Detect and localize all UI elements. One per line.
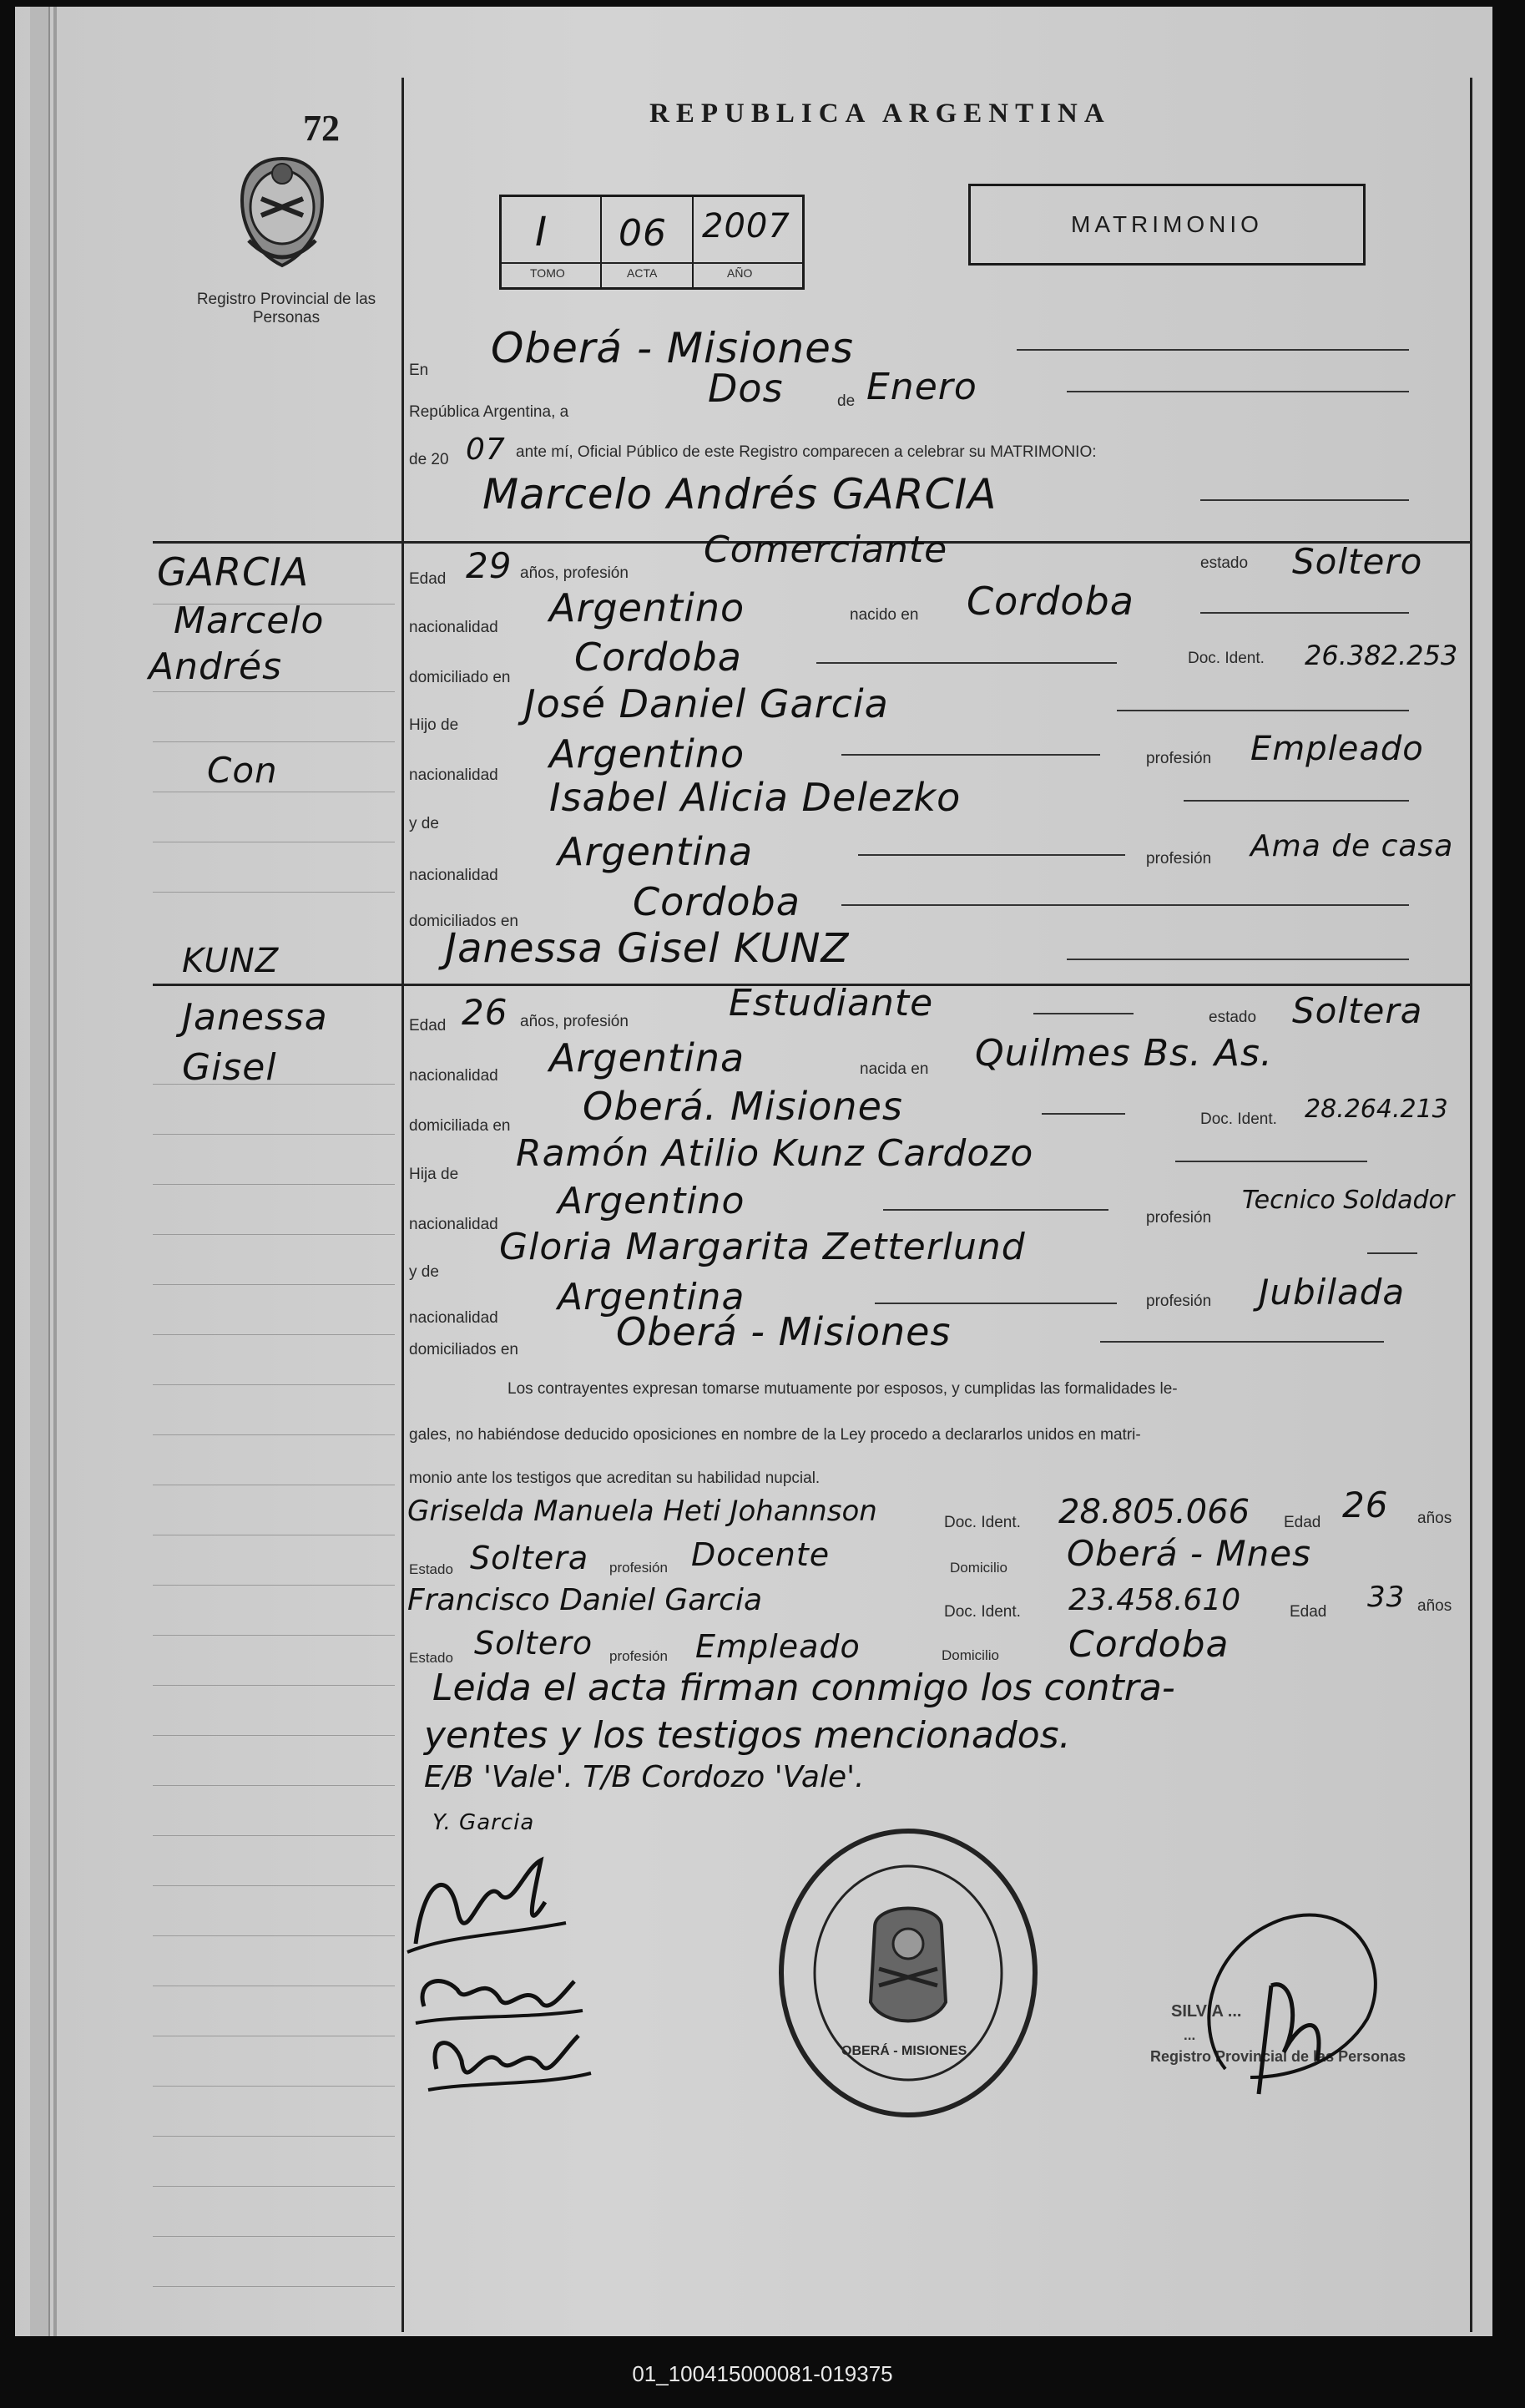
register-page <box>15 7 1492 2336</box>
page-binding <box>30 7 50 2336</box>
margin-rule <box>153 1635 395 1636</box>
signature-initials: Y. Garcia <box>432 1810 535 1835</box>
witness-2-status: Soltero <box>474 1625 593 1662</box>
witness-1-doc-label: Doc. Ident. <box>944 1514 1021 1531</box>
bride-profession: Estudiante <box>729 982 934 1024</box>
witness-2-age: 33 <box>1367 1581 1406 1614</box>
year-suffix-value: 07 <box>466 433 506 467</box>
right-border-rule <box>1470 78 1472 2332</box>
country-title: REPUBLICA ARGENTINA <box>649 99 1111 129</box>
witness-1-estado-label: Estado <box>409 1561 453 1577</box>
bride-estado-label: estado <box>1209 1009 1257 1026</box>
tomo-value: I <box>535 209 548 255</box>
bride-nacionalidad-label: nacionalidad <box>409 1067 498 1085</box>
bride-doc: 28.264.213 <box>1305 1095 1448 1124</box>
footer-image-id: 01_100415000081-019375 <box>632 2361 893 2386</box>
margin-groom-name-1: Marcelo <box>174 599 325 642</box>
ano-label: AÑO <box>727 266 753 280</box>
witness-2-estado-label: Estado <box>409 1650 453 1666</box>
signature-1-icon <box>399 1844 616 1969</box>
margin-rule <box>153 1785 395 1786</box>
groom-nationality: Argentino <box>549 585 745 630</box>
registrar-signature-icon <box>1192 1894 1409 2111</box>
witness-2-domicilio-label: Domicilio <box>942 1647 999 1663</box>
bride-domiciliada-label: domiciliada en <box>409 1117 511 1135</box>
bride-anos-profesion-label: años, profesión <box>520 1013 629 1030</box>
ano-value: 2007 <box>702 207 790 245</box>
bride-doc-label: Doc. Ident. <box>1200 1110 1277 1128</box>
margin-rule <box>153 2236 395 2237</box>
witness-1-profesion-label: profesión <box>609 1560 668 1576</box>
coat-of-arms-icon <box>224 149 341 274</box>
margin-bride-name-2: Gisel <box>182 1046 277 1089</box>
groom-domicile: Cordoba <box>574 635 742 680</box>
groom-mother-nationality: Argentina <box>558 829 754 874</box>
witness-1-profession: Docente <box>691 1536 831 1573</box>
margin-rule <box>153 1685 395 1686</box>
groom-birthplace: Cordoba <box>967 579 1134 624</box>
bride-mother-nacionalidad-label: nacionalidad <box>409 1309 498 1327</box>
document-type-box <box>968 184 1366 266</box>
witness-2-profession: Empleado <box>695 1628 861 1665</box>
groom-edad-label: Edad <box>409 570 447 588</box>
registrar-stamp-line-3: Registro Provincial de las Personas <box>1150 2048 1406 2065</box>
seal-inner-text: OBERÁ - MISIONES <box>841 2044 967 2058</box>
closing-line-2: yentes y los testigos mencionados. <box>424 1714 1071 1757</box>
witness-1-anos-label: años <box>1417 1510 1452 1527</box>
margin-rule <box>153 892 395 893</box>
margin-rule <box>153 1735 395 1736</box>
groom-hijo-label: Hijo de <box>409 716 459 734</box>
registrar-stamp-line-2: ... <box>1184 2027 1196 2043</box>
bride-full-name: Janessa Gisel KUNZ <box>445 925 850 972</box>
bride-domicile: Oberá. Misiones <box>583 1084 903 1129</box>
margin-rule <box>153 1434 395 1435</box>
groom-father-profession: Empleado <box>1250 730 1424 768</box>
groom-estado-label: estado <box>1200 554 1249 572</box>
registrar-stamp-line-1: SILVIA ... <box>1171 2002 1242 2021</box>
en-label: En <box>409 362 429 379</box>
bride-mother-nationality: Argentina <box>558 1276 745 1318</box>
margin-rule <box>153 1134 395 1135</box>
bride-mother: Gloria Margarita Zetterlund <box>499 1226 1026 1268</box>
witness-2-anos-label: años <box>1417 1597 1452 1615</box>
witness-1-doc: 28.805.066 <box>1058 1493 1250 1531</box>
margin-rule <box>153 1585 395 1586</box>
bride-y-de-label: y de <box>409 1263 439 1281</box>
bride-parents-domicile-label: domiciliados en <box>409 1341 518 1358</box>
margin-rule <box>153 1384 395 1385</box>
document-type-label: MATRIMONIO <box>1071 211 1263 237</box>
margin-groom-name-2: Andrés <box>149 645 282 688</box>
witness-1-name: Griselda Manuela Heti Johannson <box>407 1495 877 1528</box>
margin-rule <box>153 1334 395 1335</box>
page-number: 72 <box>303 108 340 149</box>
margin-bride-surname: KUNZ <box>182 942 280 980</box>
bride-father-nationality: Argentino <box>558 1180 745 1222</box>
bride-father: Ramón Atilio Kunz Cardozo <box>516 1132 1034 1175</box>
bride-hija-label: Hija de <box>409 1166 459 1183</box>
officiant-statement: ante mí, Oficial Público de este Registro comparecen a celebrar su MATRIMONIO: <box>516 443 1097 461</box>
groom-civil-status: Soltero <box>1292 541 1423 582</box>
groom-nacionalidad-label: nacionalidad <box>409 619 498 636</box>
bride-edad-label: Edad <box>409 1017 447 1035</box>
witness-1-edad-label: Edad <box>1284 1514 1321 1531</box>
groom-profession: Comerciante <box>704 529 948 571</box>
registry-label: Registro Provincial de las Personas <box>196 291 376 326</box>
closing-line-1: Leida el acta firman conmigo los contra- <box>432 1667 1175 1709</box>
groom-father-nacionalidad-label: nacionalidad <box>409 766 498 784</box>
bride-parents-domicile: Oberá - Misiones <box>616 1309 952 1354</box>
margin-rule <box>153 2136 395 2137</box>
margin-rule <box>153 741 395 742</box>
bride-age: 26 <box>462 992 508 1033</box>
official-seal-icon <box>766 1819 1050 2127</box>
bride-civil-status: Soltera <box>1292 990 1423 1031</box>
year-prefix-label: de 20 <box>409 451 449 468</box>
day-value: Dos <box>708 366 784 411</box>
margin-rule <box>153 1284 395 1285</box>
witness-2-doc-label: Doc. Ident. <box>944 1603 1021 1621</box>
margin-rule <box>153 1935 395 1936</box>
groom-doc-label: Doc. Ident. <box>1188 650 1265 667</box>
groom-mother-profesion-label: profesión <box>1146 850 1212 868</box>
groom-doc: 26.382.253 <box>1305 640 1458 671</box>
margin-rule <box>153 2086 395 2087</box>
groom-mother-profession: Ama de casa <box>1250 829 1454 863</box>
bride-mother-profession: Jubilada <box>1259 1272 1406 1313</box>
groom-parents-domicile: Cordoba <box>633 879 800 924</box>
margin-rule <box>153 1184 395 1185</box>
record-number-box <box>499 195 805 290</box>
groom-nacido-label: nacido en <box>850 606 919 624</box>
margin-groom-surname: GARCIA <box>157 549 310 594</box>
bride-nationality: Argentina <box>549 1035 745 1080</box>
groom-father: José Daniel Garcia <box>524 681 889 726</box>
bride-father-profesion-label: profesión <box>1146 1209 1212 1227</box>
margin-rule <box>153 1885 395 1886</box>
tomo-label: TOMO <box>530 266 565 280</box>
witness-2-profesion-label: profesión <box>609 1648 668 1664</box>
declaration-line-1: Los contrayentes expresan tomarse mutuamente por esposos, y cumplidas las formalidades le- <box>507 1380 1178 1398</box>
witness-2-domicile: Cordoba <box>1068 1623 1230 1666</box>
margin-rule <box>153 1234 395 1235</box>
groom-anos-profesion-label: años, profesión <box>520 564 629 582</box>
closing-line-3: E/B 'Vale'. T/B Cordozo 'Vale'. <box>424 1760 865 1794</box>
witness-2-name: Francisco Daniel Garcia <box>407 1583 763 1617</box>
page-binding-edge <box>53 7 57 2336</box>
witness-1-domicile: Oberá - Mnes <box>1067 1533 1311 1574</box>
margin-rule <box>153 1835 395 1836</box>
acta-label: ACTA <box>627 266 658 280</box>
groom-full-name: Marcelo Andrés GARCIA <box>482 470 997 519</box>
month-value: Enero <box>866 366 977 408</box>
groom-age: 29 <box>466 545 513 586</box>
bride-father-profession: Tecnico Soldador <box>1242 1186 1455 1215</box>
witness-2-doc: 23.458.610 <box>1068 1583 1241 1617</box>
groom-mother-nacionalidad-label: nacionalidad <box>409 867 498 884</box>
bride-mother-profesion-label: profesión <box>1146 1293 1212 1310</box>
acta-value: 06 <box>619 212 667 255</box>
groom-father-profesion-label: profesión <box>1146 750 1212 767</box>
place-value: Oberá - Misiones <box>491 324 854 372</box>
groom-parents-domicile-label: domiciliados en <box>409 913 518 930</box>
witness-1-status: Soltera <box>470 1540 589 1576</box>
margin-bride-name-1: Janessa <box>182 996 328 1039</box>
de-label: de <box>837 392 856 410</box>
bride-nacida-label: nacida en <box>860 1060 929 1078</box>
margin-rule <box>153 2186 395 2187</box>
groom-mother: Isabel Alicia Delezko <box>549 775 962 820</box>
margin-column-rule <box>401 78 404 2332</box>
witness-1-age: 26 <box>1342 1485 1389 1525</box>
declaration-line-3: monio ante los testigos que acreditan su habilidad nupcial. <box>409 1470 821 1487</box>
bride-father-nacionalidad-label: nacionalidad <box>409 1216 498 1233</box>
groom-domiciliado-label: domiciliado en <box>409 669 511 686</box>
margin-rule <box>153 2286 395 2287</box>
signature-3-icon <box>416 2019 599 2111</box>
bride-birthplace: Quilmes Bs. As. <box>975 1032 1273 1075</box>
margin-con: Con <box>207 750 278 791</box>
witness-2-edad-label: Edad <box>1290 1603 1327 1621</box>
witness-1-domicilio-label: Domicilio <box>950 1560 1007 1576</box>
republica-label: República Argentina, a <box>409 403 569 421</box>
margin-rule <box>153 691 395 692</box>
declaration-line-2: gales, no habiéndose deducido oposiciones en nombre de la Ley procedo a declararlos unidos en matri- <box>409 1426 1141 1444</box>
groom-father-nationality: Argentino <box>549 731 745 777</box>
groom-y-de-label: y de <box>409 815 439 832</box>
